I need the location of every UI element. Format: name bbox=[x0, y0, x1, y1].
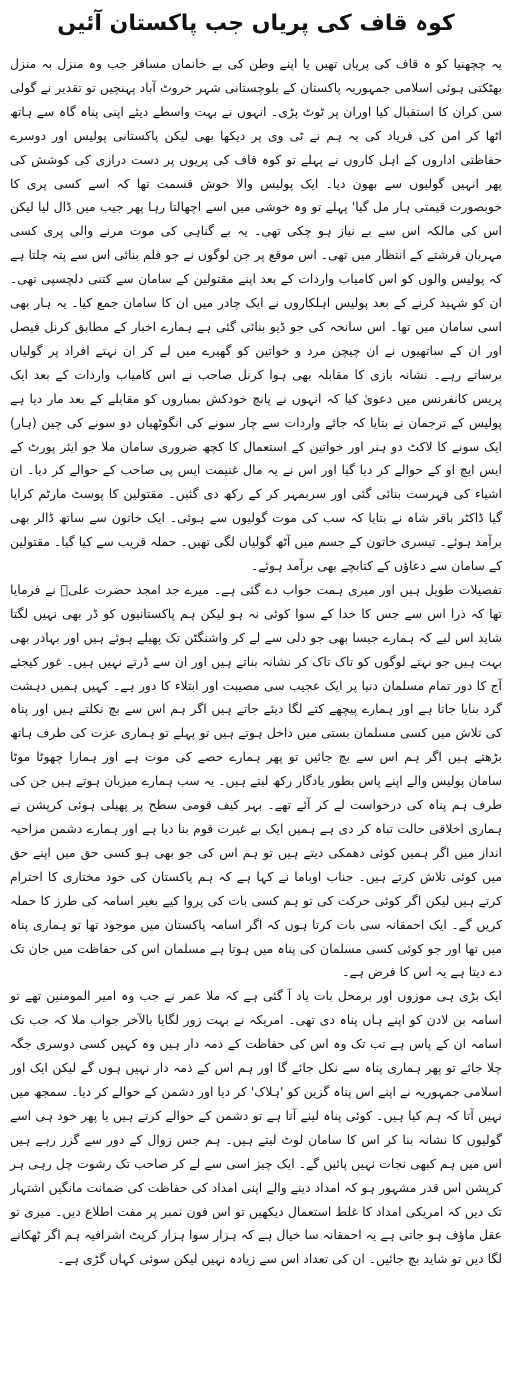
article-paragraph-2: تفصیلات طویل ہیں اور میری ہمت جواب دے گئی ہے۔ میرے جد امجد حضرت علیؓ نے فرمایا تھا کہ ذرا اس سے جس کا خدا کے سوا کوئی نہ ہو لیکن ہم پاکستانیوں کو ڈر بھی نہیں لگتا شاید اس لیے کہ ہمارے جیسا بھی جو دلی سے لے کر واشنگٹن تک پھیلے ہوئے ہیں اور بہادر بھی بہت ہیں جو نہتے لوگوں کو تاک تاک کر نشانہ بناتے ہیں اور ان سے ڈرتے نہیں ہیں۔ غور کیجئے آج کا دور تمام مسلمان دنیا پر ایک عجیب سی مصیبت اور ابتلاء کا دور ہے۔ کہیں ہمیں دہشت گرد بنایا جاتا ہے اور ہمارے پیچھے کتے لگا دیئے جاتے ہیں اگر ہم اس سے بچ نکلتے ہیں اور پناہ کی تلاش میں کسی مسلمان بستی میں داخل ہوتے ہیں تو پہلے تو ہماری عزت کی طرف ہاتھ بڑھتے ہیں اگر ہم اس سے بچ جائیں تو پھر ہمارے حصے کی موت ہے اور ہمارا چھوٹا موٹا سامان پولیس والے اپنے پاس بطور یادگار رکھ لیتے ہیں۔ یہ سب ہمارے میزبان ہوتے ہیں جن کی طرف ہم پناہ کی درخواست لے کر آئے تھے۔ بہر کیف قومی سطح پر پھیلی ہوئی کرپشن نے ہماری اخلاقی حالت تباہ کر دی ہے ہمیں ایک بے غیرت قوم بنا دیا ہے اور ہمارے دشمن مزاحیہ انداز میں اگر ہمیں کوئی دھمکی دیتے ہیں تو ہم اس کی جو بھی ہو کسی حق میں اپنے حق میں کوئی تلاش کرتے ہیں۔ جناب اوباما نے کہا ہے کہ ہم پاکستان کی خود مختاری کا احترام کرتے ہیں لیکن اگر کوئی حرکت کی تو ہم کسی بات کی پروا کیے بغیر اسامہ کی طرز کا حملہ کریں گے۔ ایک احمقانہ سی بات کرتا ہوں کہ اگر اسامہ پاکستان میں موجود تھا تو ہماری پناہ میں تھا اور جو کوئی کسی مسلمان کی پناہ میں ہوتا ہے مسلمان اس کی حفاظت میں جان تک دے دیتا ہے یہ اس کا فرض ہے۔ bbox=[10, 581, 502, 980]
article-headline: کوہ قاف کی پریاں جب پاکستان آئیں bbox=[57, 11, 455, 36]
article-paragraph-1: یہ چچھنیا کو ہ قاف کی پریاں تھیں یا اپنے وطن کی بے خانماں مسافر جب وہ منزل بہ منزل بھٹکتی ہوئی اسلامی جمہوریہ پاکستان کے بلوچستانی شہر خروٹ آباد پہنچیں تو تقدیر نے گولی سن کران کا استقبال کیا اوران پر ٹوٹ پڑی۔ انہوں نے بہت واسطے دیئے اپنی پناہ گاہ سے ہاتھ اٹھا کر امن کی فریاد کی یہ ہم نے ٹی وی پر دیکھا بھی لیکن پاکستانی پولیس اور دوسرے حفاظتی اداروں کے اہل کاروں نے پہلے تو کوہ قاف کی پریوں پر دست درازی کی کوشش کی پھر انہیں گولیوں سے بھون دیا۔ ایک پولیس والا خوش قسمت تھا کہ اسے کسی پری کا خوبصورت قیمتی ہار مل گیا' پہلے تو وہ خوشی میں اسے اچھالتا رہا پھر جیب میں ڈال لیا لیکن اس کی مالکہ اس سے بے نیاز ہو چکی تھی۔ یہ بے گناہی کی موت مرنے والی پری کسی مہربان فرشتے کے انتظار میں تھی۔ اس موقع پر جن لوگوں نے جو فلم بنائی اس سے پتہ چلتا ہے کہ پولیس والوں کو اس کامیاب واردات کے بعد اپنے مقتولین کے سامان سے کتنی دلچسپی تھی۔ ان کو شہید کرنے کے بعد پولیس اہلکاروں نے ایک چادر میں ان کا سامان جمع کیا۔ یہ ہار بھی اسی سامان میں تھا۔ اس سانحہ کی جو ڈیو بنائی گئی ہے ہمارے اخبار کے مطابق کرنل فیصل اور ان کے ساتھیوں نے ان چیچن مرد و خواتین کو گھیرے میں لے کر ان نہتے افراد پر گولیاں برساتے رہے۔ نشانہ بازی کا مقابلہ بھی ہوا کرنل صاحب نے اس کامیاب واردات کے بعد ایک پریس کانفرنس میں دعویٰ کیا کہ انہوں نے پانچ خودکش بمباروں کو مقابلے کے بعد مار دیا ہے پولیس کے ترجمان نے بتایا کہ جائے واردات سے چار سونے کی انگوٹھیاں دو سونے کی چین (ہار) ایک سونے کا لاکٹ دو ہنر اور خواتین کے استعمال کا کچھ ضروری سامان ملا جو ایئر پورٹ کے ایس ایچ او کے حوالے کر دیا گیا اور اس نے یہ مال غنیمت ایس پی صاحب کے حوالے کر دیا۔ ان اشیاء کی فہرست بنائی گئی اور سربمہر کر کے رکھ دی گئیں۔ مقتولین کا پوسٹ مارٹم کرایا گیا ڈاکٹر باقر شاہ نے بتایا کہ سب کی موت گولیوں سے ہوئی۔ ایک خاتون سے ساتھ ڈالر بھی برآمد ہوئے۔ تیسری خاتون کے جسم میں آٹھ گولیاں لگی تھیں۔ حملہ قریب سے کیا گیا۔ مقتولین کے سامان سے دعاؤں کے کتابچے بھی برآمد ہوئے۔ bbox=[10, 56, 502, 574]
article-paragraph-3: ایک بڑی ہی موزوں اور برمحل بات یاد آ گئی ہے کہ ملا عمر نے جب وہ امیر المومنین تھے تو اسامہ بن لادن کو اپنے ہاں پناہ دی تھی۔ امریکہ نے بہت زور لگایا بالآخر جواب ملا کہ جب تک اسامہ ان کے پاس ہے تب تک وہ اس کی حفاظت کے ذمہ دار ہیں وہ کہیں کسی دوسری جگہ چلا جائے تو پھر ہماری پناہ سے نکل جائے گا اور ہم اس کے ذمہ دار نہیں ہوں گے لیکن ایک اور اسلامی جمہوریہ نے اپنے اس پناہ گزین کو 'ہلاک' کر دیا اور دشمن کے حوالے کر دیا۔ سمجھ میں نہیں آتا کہ ہم کیا ہیں۔ کوئی پناہ لینے آتا ہے تو دشمن کے حوالے کرتے ہیں یا پھر خود ہی اسے گولیوں کا نشانہ بنا کر اس کا سامان لوٹ لیتے ہیں۔ ہم جس زوال کے دور سے گزر رہے ہیں اس میں ہم کبھی نجات نہیں پائیں گے۔ ایک چیز اسی سے لے کر صاحب تک رشوت چل رہی ہر کرپشن اس قدر مشہور ہو کہ امداد دینے والے اپنی امداد کی حفاظت کی ضمانت مانگیں اشتہار تک دیں کہ امریکی امداد کا غلط استعمال دیکھیں تو اس فون نمبر پر مفت اطلاع دیں۔ میری تو عقل ماؤف ہو جاتی ہے یہ احمقانہ سا خیال ہے کہ ہزار سوا ہزار کرپٹ اشرافیہ ہم اگر ٹھکانے لگا دیں تو شاید بچ جائیں۔ ان کی تعداد اس سے زیادہ نہیں لیکن سوئی کہاں گڑی ہے۔ bbox=[10, 988, 502, 1267]
